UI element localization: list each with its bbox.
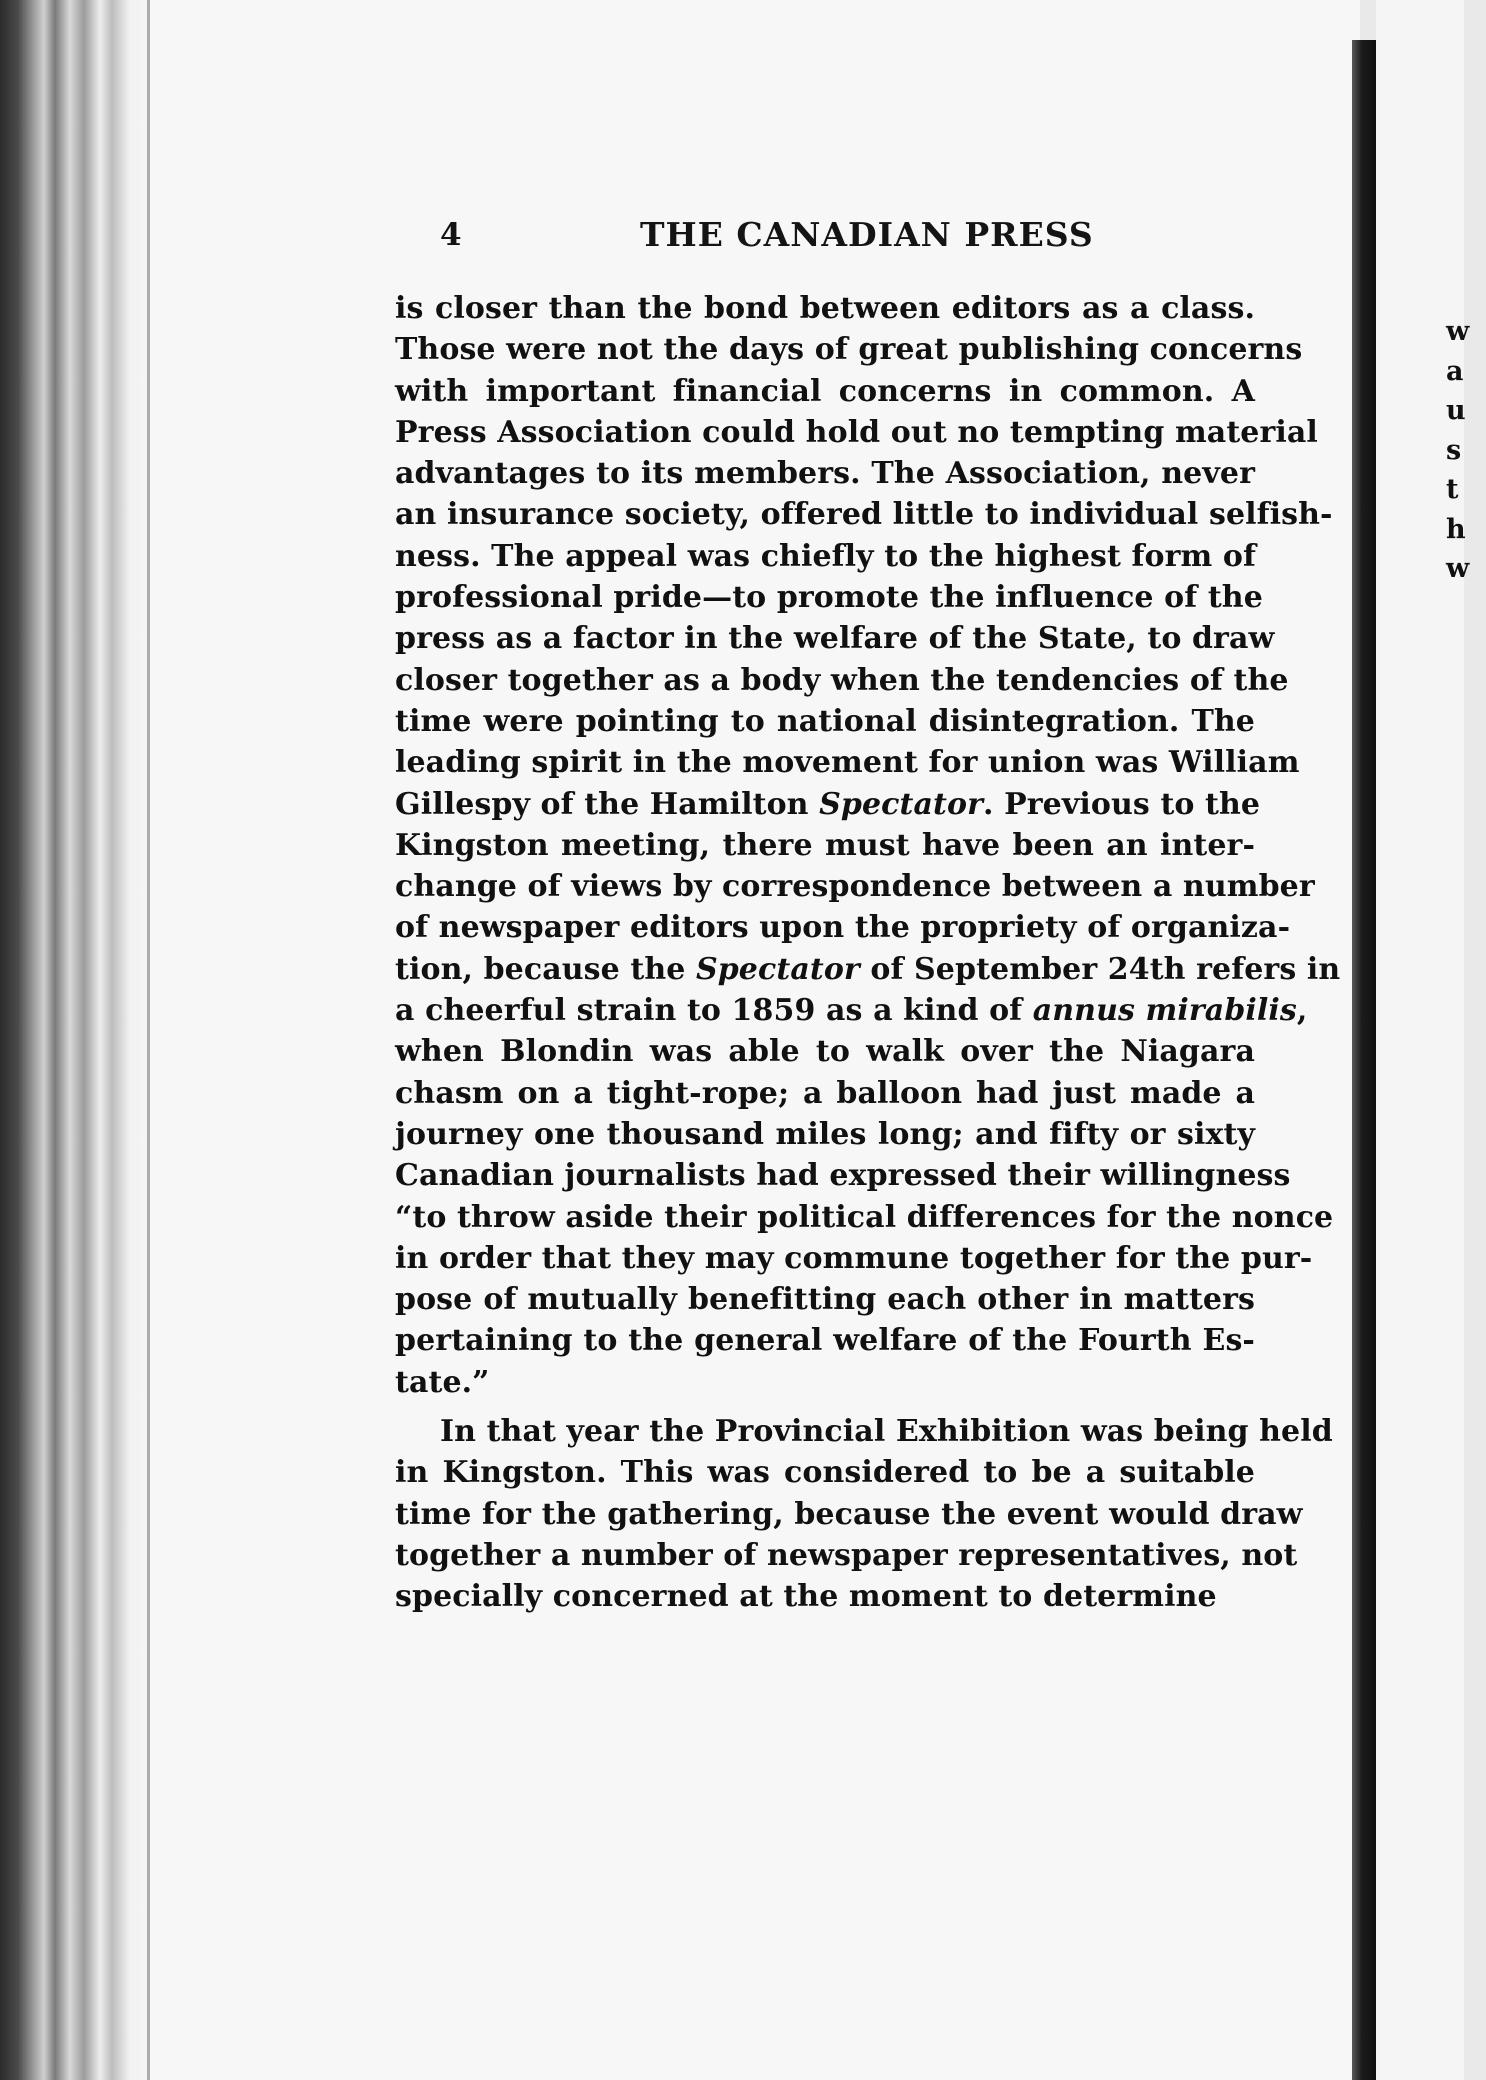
text-line: change of views by correspondence between a number	[395, 869, 1315, 905]
text-line: time were pointing to national disintegration. The	[395, 703, 1255, 739]
facing-page-letter: w	[1446, 553, 1470, 584]
text-line: pose of mutually benefitting each other in matters	[395, 1282, 1255, 1318]
text-segment: ,	[1296, 993, 1308, 1029]
text-line: Those were not the days of great publishing concerns	[395, 332, 1303, 368]
text-line: specially concerned at the moment to determine	[395, 1579, 1217, 1615]
text-line: Canadian journalists had expressed their willingness	[395, 1158, 1291, 1194]
running-title: THE CANADIAN PRESS	[640, 215, 1094, 254]
text-line: Press Association could hold out no tempting material	[395, 414, 1318, 450]
text-segment: . Previous to the	[983, 786, 1261, 822]
body-text	[395, 288, 1341, 1618]
text-line: time for the gathering, because the event would draw	[395, 1496, 1303, 1532]
text-line: when Blondin was able to walk over the Niagara	[395, 1034, 1255, 1070]
italic-text: annus mirabilis	[1032, 993, 1297, 1029]
italic-text: Spectator	[695, 951, 860, 987]
text-line: together a number of newspaper representatives, not	[395, 1537, 1298, 1573]
text-line: professional pride—to promote the influence of the	[395, 580, 1263, 616]
running-header	[440, 210, 1260, 260]
text-line: in order that they may commune together for the pur-	[395, 1240, 1313, 1276]
text-line: Kingston meeting, there must have been an inter-	[395, 827, 1255, 863]
text-line: is closer than the bond between editors as a class.	[395, 291, 1255, 326]
text-line: an insurance society, offered little to individual selfish-	[395, 497, 1333, 533]
facing-page-letter: u	[1446, 395, 1466, 426]
text-line: ness. The appeal was chiefly to the highest form of	[395, 538, 1257, 574]
paragraph-2	[395, 1411, 1333, 1617]
text-segment: a cheerful strain to 1859 as a kind of	[395, 993, 1033, 1029]
text-segment: Gillespy of the Hamilton	[395, 786, 820, 822]
italic-text: Spectator	[819, 786, 984, 822]
text-line: In that year the Provincial Exhibition was being held	[440, 1414, 1333, 1450]
text-line	[395, 784, 1261, 825]
text-line: journey one thousand miles long; and fifty or sixty	[395, 1116, 1255, 1152]
text-line: with important financial concerns in common. A	[395, 373, 1255, 409]
facing-page-letter: h	[1446, 513, 1466, 545]
text-line: of newspaper editors upon the propriety of organiza-	[395, 910, 1291, 946]
text-line: pertaining to the general welfare of the Fourth Es-	[395, 1323, 1255, 1359]
text-line: advantages to its members. The Association, never	[395, 456, 1255, 492]
facing-page-letter: s	[1446, 434, 1462, 466]
text-line: in Kingston. This was considered to be a suitable	[395, 1455, 1255, 1491]
text-line	[395, 990, 1308, 1031]
text-line	[395, 949, 1341, 990]
paragraph-1	[395, 288, 1341, 1403]
text-line: chasm on a tight-rope; a balloon had just made a	[395, 1075, 1255, 1111]
page-gutter	[1352, 40, 1376, 2080]
facing-page-text	[1446, 312, 1486, 589]
text-segment: of September 24th refers in	[859, 951, 1341, 987]
facing-page-letter: w	[1446, 316, 1470, 347]
text-line: “to throw aside their political differences for the nonce	[395, 1199, 1334, 1235]
text-line: press as a factor in the welfare of the State, to draw	[395, 621, 1275, 657]
page-number: 4	[440, 217, 462, 253]
facing-page-edge	[1376, 0, 1470, 2080]
text-line: tate.”	[395, 1364, 490, 1400]
facing-page-letter: a	[1446, 355, 1464, 387]
text-line: closer together as a body when the tendencies of the	[395, 662, 1289, 698]
facing-page-letter: t	[1446, 474, 1459, 505]
text-segment: tion, because the	[395, 951, 696, 987]
book-binding-edge	[0, 0, 160, 2080]
text-line: leading spirit in the movement for union was William	[395, 745, 1300, 781]
